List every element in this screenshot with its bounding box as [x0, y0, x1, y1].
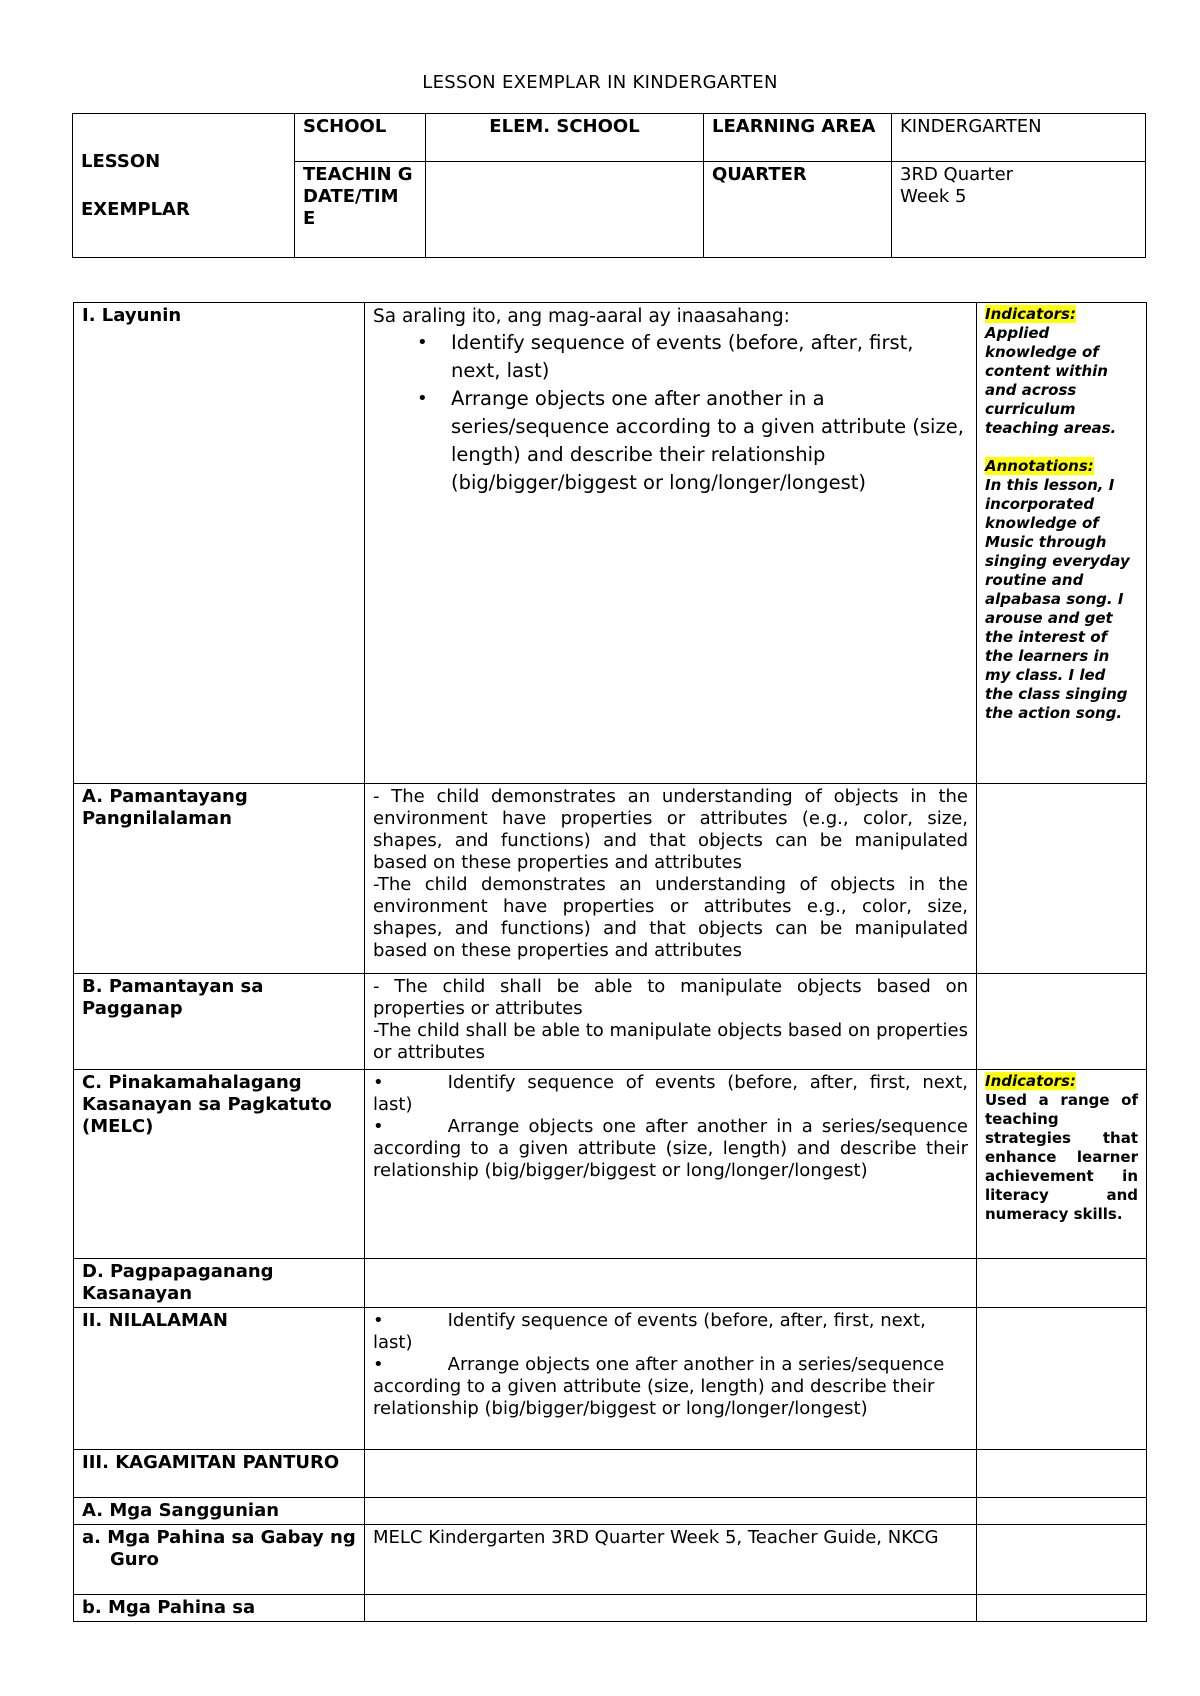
- pamantayang-pangnilalaman-text-2: -The child demonstrates an understanding of objects in the environment have properties or attributes e.g., color, size, shapes, and functions) and that objects can be manipulated based on these properties and attributes: [373, 874, 968, 961]
- indicators-text: Applied knowledge of content within and across curriculum teaching areas.: [985, 324, 1117, 437]
- teaching-date-label: TEACHIN G DATE/TIM E: [295, 162, 426, 258]
- mga-pahina-b-label: b. Mga Pahina sa: [74, 1595, 365, 1622]
- pamantayang-pangnilalaman-content: [365, 784, 977, 974]
- bullet-icon: •: [373, 1072, 384, 1093]
- table-row: [74, 1070, 1147, 1259]
- layunin-bullets: [373, 329, 968, 497]
- quarter-label: QUARTER: [704, 162, 892, 258]
- table-row: [74, 303, 1147, 784]
- melc-label: C. Pinakamahalagang Kasanayan sa Pagkatuto (MELC): [74, 1070, 365, 1259]
- layunin-annotations: [977, 303, 1147, 784]
- school-label: SCHOOL: [295, 114, 426, 162]
- sanggunian-label: A. Mga Sanggunian: [74, 1498, 365, 1525]
- list-item: • Arrange objects one after another in a series/sequence according to a given attribute (size, length) and describe their relationship (big/bigger/biggest or long/longer/longest): [451, 385, 968, 497]
- empty-cell: [977, 784, 1147, 974]
- melc-bullet-1: [373, 1072, 968, 1116]
- nilalaman-label: II. NILALAMAN: [74, 1308, 365, 1450]
- quarter-value-quarter: 3RD Quarter: [900, 164, 1014, 185]
- empty-cell: [977, 1259, 1147, 1308]
- melc-content: [365, 1070, 977, 1259]
- bullet-icon: •: [373, 1310, 384, 1331]
- lesson-exemplar-label: [73, 114, 295, 258]
- nilalaman-bullet-2-text: Arrange objects one after another in a series/sequence according to a given attribute (size, length) and describe their relationship (big/bigger/biggest or long/longer/longest): [373, 1354, 945, 1419]
- empty-cell: [977, 1525, 1147, 1595]
- empty-cell: [977, 1450, 1147, 1498]
- table-row: [74, 1595, 1147, 1622]
- bullet-icon: •: [373, 1354, 384, 1375]
- empty-cell: [365, 1498, 977, 1525]
- indicators-label: Indicators:: [985, 305, 1076, 323]
- empty-cell: [977, 1308, 1147, 1450]
- exemplar-label: EXEMPLAR: [81, 198, 190, 220]
- layunin-content: [365, 303, 977, 784]
- empty-cell: [977, 974, 1147, 1070]
- table-row: [74, 974, 1147, 1070]
- nilalaman-bullet-2: [373, 1354, 968, 1420]
- learning-area-value: KINDERGARTEN: [892, 114, 1146, 162]
- table-row: [74, 1498, 1147, 1525]
- quarter-value-week: Week 5: [900, 186, 967, 207]
- nilalaman-bullet-1-text: Identify sequence of events (before, after, first, next, last): [373, 1310, 926, 1353]
- indicators-label: Indicators:: [985, 1072, 1076, 1090]
- header-table: [72, 113, 1146, 258]
- empty-cell: [365, 1259, 977, 1308]
- gabay-guro-label: [74, 1525, 365, 1595]
- melc-bullet-2: [373, 1116, 968, 1182]
- pamantayang-pangnilalaman-text-1: - The child demonstrates an understanding of objects in the environment have properties or attributes (e.g., color, size, shapes, and functions) and that objects can be manipulated based on these properties and attributes: [373, 786, 968, 873]
- table-row: [74, 1308, 1147, 1450]
- empty-cell: [977, 1498, 1147, 1525]
- nilalaman-content: [365, 1308, 977, 1450]
- gabay-guro-label-line1: a. Mga Pahina sa Gabay ng: [82, 1527, 356, 1548]
- pamantayan-sa-pagganap-text-2: -The child shall be able to manipulate objects based on properties or attributes: [373, 1020, 968, 1063]
- empty-cell: [365, 1595, 977, 1622]
- pamantayan-sa-pagganap-label: B. Pamantayan sa Pagganap: [74, 974, 365, 1070]
- learning-area-label: LEARNING AREA: [704, 114, 892, 162]
- pamantayang-pangnilalaman-label: A. Pamantayang Pangnilalaman: [74, 784, 365, 974]
- pamantayan-sa-pagganap-text-1: - The child shall be able to manipulate objects based on properties or attributes: [373, 976, 968, 1019]
- annotations-text: In this lesson, I incorporated knowledge of Music through singing everyday routine and alpabasa song. I arouse and get the interest of the learners in my class. I led the class singing the action song.: [985, 476, 1130, 722]
- melc-bullet-2-text: Arrange objects one after another in a series/sequence according to a given attribute (size, length) and describe their relationship (big/bigger/biggest or long/longer/longest): [373, 1116, 968, 1181]
- teaching-date-value: [426, 162, 704, 258]
- pamantayan-sa-pagganap-content: [365, 974, 977, 1070]
- pagpapaganang-label: D. Pagpapaganang Kasanayan: [74, 1259, 365, 1308]
- empty-cell: [977, 1595, 1147, 1622]
- nilalaman-bullet-1: [373, 1310, 968, 1354]
- gabay-guro-text: MELC Kindergarten 3RD Quarter Week 5, Teacher Guide, NKCG: [365, 1525, 977, 1595]
- school-value: ELEM. SCHOOL: [426, 114, 704, 162]
- quarter-value: [892, 162, 1146, 258]
- indicators-text: Used a range of teaching strategies that enhance learner achievement in literacy and numeracy skills.: [985, 1091, 1138, 1223]
- layunin-label: I. Layunin: [74, 303, 365, 784]
- list-item: • Identify sequence of events (before, after, first, next, last): [451, 329, 968, 385]
- lesson-table: [73, 302, 1147, 1622]
- table-row: [74, 1259, 1147, 1308]
- annotations-label: Annotations:: [985, 457, 1094, 475]
- gabay-guro-label-line2: Guro: [110, 1549, 159, 1570]
- kagamitan-label: III. KAGAMITAN PANTURO: [74, 1450, 365, 1498]
- table-row: [74, 1525, 1147, 1595]
- document-title: LESSON EXEMPLAR IN KINDERGARTEN: [422, 72, 778, 93]
- melc-bullet-1-text: Identify sequence of events (before, after, first, next, last): [373, 1072, 968, 1115]
- melc-annotations: [977, 1070, 1147, 1259]
- table-row: [74, 1450, 1147, 1498]
- lesson-label: LESSON: [81, 150, 161, 172]
- bullet-icon: •: [373, 1116, 384, 1137]
- layunin-intro: Sa araling ito, ang mag-aaral ay inaasahang:: [373, 306, 790, 327]
- empty-cell: [365, 1450, 977, 1498]
- table-row: [74, 784, 1147, 974]
